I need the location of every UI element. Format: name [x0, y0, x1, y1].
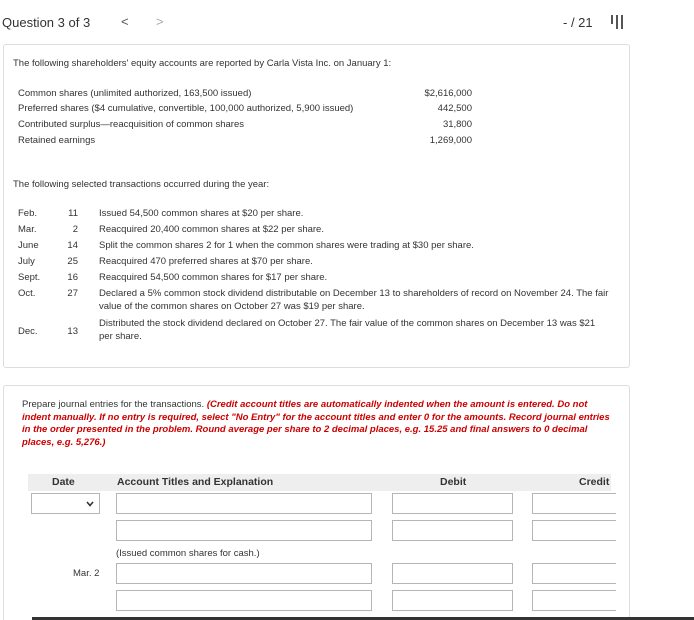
account-title-input[interactable] — [116, 493, 372, 514]
debit-input[interactable] — [392, 590, 513, 611]
transaction-month: Oct. — [18, 288, 36, 299]
transaction-month: Dec. — [18, 326, 38, 337]
transaction-month: Mar. — [18, 224, 37, 235]
instructions — [22, 399, 614, 449]
account-value: 31,800 — [442, 119, 472, 130]
score-display: - / 21 — [563, 15, 593, 30]
transaction-description: Reacquired 54,500 common shares for $17 per share. — [99, 272, 328, 283]
transaction-month: Feb. — [18, 208, 38, 219]
next-question-button[interactable]: > — [156, 14, 164, 29]
problem-intro: The following shareholders' equity accounts are reported by Carla Vista Inc. on January 1: — [13, 58, 392, 69]
transaction-month: June — [18, 240, 39, 251]
transaction-day: 14 — [67, 240, 78, 251]
debit-input[interactable] — [392, 563, 513, 584]
account-value: $2,616,000 — [424, 88, 472, 99]
account-value: 1,269,000 — [429, 135, 472, 146]
credit-input[interactable] — [532, 520, 616, 541]
journal-table-header — [28, 474, 611, 491]
transaction-description: Issued 54,500 common shares at $20 per share. — [99, 208, 304, 219]
date-column-header: Date — [52, 476, 75, 488]
debit-input[interactable] — [392, 520, 513, 541]
transaction-day: 13 — [67, 326, 78, 337]
transaction-description: Distributed the stock dividend declared on October 27. The fair value of the common shares on December 13 was $21 per share. — [99, 318, 596, 342]
transaction-description: Reacquired 470 preferred shares at $70 per share. — [99, 256, 313, 267]
transaction-day: 25 — [67, 256, 78, 267]
transaction-month: July — [18, 256, 35, 267]
question-list-icon[interactable] — [611, 15, 623, 29]
transaction-description: Reacquired 20,400 common shares at $22 per share. — [99, 224, 324, 235]
next-entry-date: Mar. 2 — [73, 568, 100, 579]
account-label: Retained earnings — [18, 135, 96, 146]
question-title: Question 3 of 3 — [2, 15, 91, 30]
account-value: 442,500 — [437, 103, 472, 114]
instructions-plain: Prepare journal entries for the transactions. — [22, 399, 205, 410]
instructions-red: (Credit account titles are automatically indented when the amount is entered. Do not indent manually. If no entry is required, select "No Entry" for the account titles and enter 0 for the amounts. Record journal entries in the order presented in the problem. Round average per share to 2 decimal places, e.g. 15.25 and final answers to 0 decimal places, e.g. 5,276.) — [22, 399, 610, 448]
account-label: Preferred shares ($4 cumulative, convertible, 100,000 authorized, 5,900 issued) — [18, 103, 354, 114]
account-title-input[interactable] — [116, 563, 372, 584]
chevron-down-icon — [86, 500, 94, 508]
account-label: Common shares (unlimited authorized, 163,500 issued) — [18, 88, 252, 99]
credit-input[interactable] — [532, 493, 616, 514]
transaction-month: Sept. — [18, 272, 41, 283]
top-bar — [0, 0, 694, 44]
debit-column-header: Debit — [440, 476, 467, 488]
transaction-day: 16 — [67, 272, 78, 283]
transactions-intro: The following selected transactions occurred during the year: — [13, 179, 270, 190]
account-column-header: Account Titles and Explanation — [117, 476, 274, 488]
date-select[interactable] — [31, 493, 100, 514]
credit-column-header: Credit — [579, 476, 610, 488]
account-title-input[interactable] — [116, 590, 372, 611]
account-title-input[interactable] — [116, 520, 372, 541]
credit-input[interactable] — [532, 563, 616, 584]
transaction-day: 2 — [72, 224, 78, 235]
entry-explanation: (Issued common shares for cash.) — [116, 548, 260, 559]
transaction-description: Declared a 5% common stock dividend distributable on December 13 to shareholders of record on November 24. The fair value of the common shares on October 27 was $19 per share. — [99, 288, 609, 312]
credit-input[interactable] — [532, 590, 616, 611]
transaction-day: 27 — [67, 288, 78, 299]
transaction-description: Split the common shares 2 for 1 when the common shares were trading at $30 per share. — [99, 240, 474, 251]
problem-panel — [3, 44, 630, 368]
transaction-day: 11 — [68, 208, 78, 219]
prev-question-button[interactable]: < — [121, 14, 129, 29]
answer-panel — [3, 385, 630, 620]
debit-input[interactable] — [392, 493, 513, 514]
account-label: Contributed surplus—reacquisition of common shares — [18, 119, 244, 130]
